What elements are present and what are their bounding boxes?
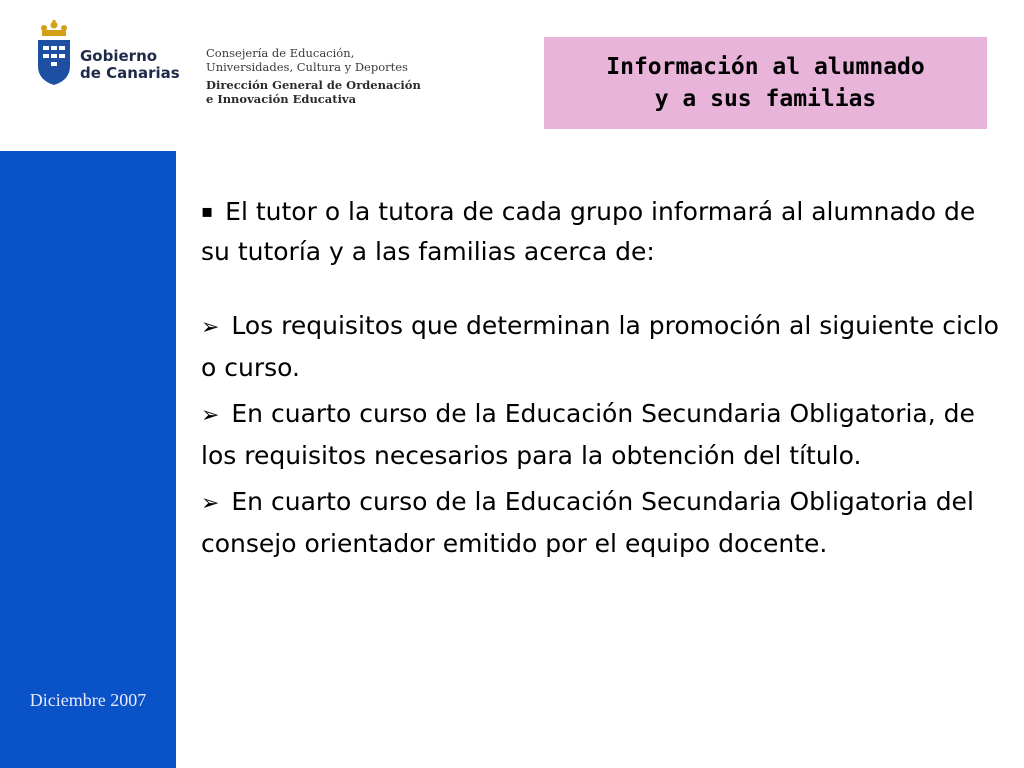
- list-item-text: En cuarto curso de la Educación Secundaria Obligatoria, de los requisitos necesarios para la obtención del título.: [201, 399, 975, 470]
- list-item-text: En cuarto curso de la Educación Secundaria Obligatoria del consejo orientador emitido por el equipo docente.: [201, 487, 974, 558]
- list-item: [201, 482, 1001, 564]
- government-name-line2: de Canarias: [80, 64, 180, 82]
- arrow-bullet-icon: ➢: [201, 403, 220, 428]
- slide-title-line1: Información al alumnado: [606, 54, 925, 80]
- slide-content: [201, 192, 1001, 570]
- intro-paragraph: [201, 192, 1001, 272]
- list-item: [201, 306, 1001, 388]
- header-logo: [30, 20, 450, 110]
- department-name: [206, 46, 421, 106]
- list-item-text: Los requisitos que determinan la promoción al siguiente ciclo o curso.: [201, 311, 999, 382]
- department-line2: Universidades, Cultura y Deportes: [206, 60, 408, 74]
- arrow-bullet-icon: ➢: [201, 491, 220, 516]
- government-name-line1: Gobierno: [80, 47, 158, 65]
- department-line1: Consejería de Educación,: [206, 46, 355, 60]
- slide-title-line2: y a sus familias: [654, 86, 877, 112]
- list-item: [201, 394, 1001, 476]
- coat-of-arms-icon: [34, 20, 74, 86]
- government-name: [80, 48, 180, 82]
- slide-title-box: [544, 37, 987, 129]
- department-line3: Dirección General de Ordenación: [206, 78, 421, 92]
- arrow-bullet-icon: ➢: [201, 315, 220, 340]
- square-bullet-icon: ▪: [201, 201, 214, 222]
- department-line4: e Innovación Educativa: [206, 92, 357, 106]
- side-bar: [0, 151, 176, 768]
- intro-text: El tutor o la tutora de cada grupo informará al alumnado de su tutoría y a las familias acerca de:: [201, 197, 976, 266]
- date-label: Diciembre 2007: [29, 690, 147, 710]
